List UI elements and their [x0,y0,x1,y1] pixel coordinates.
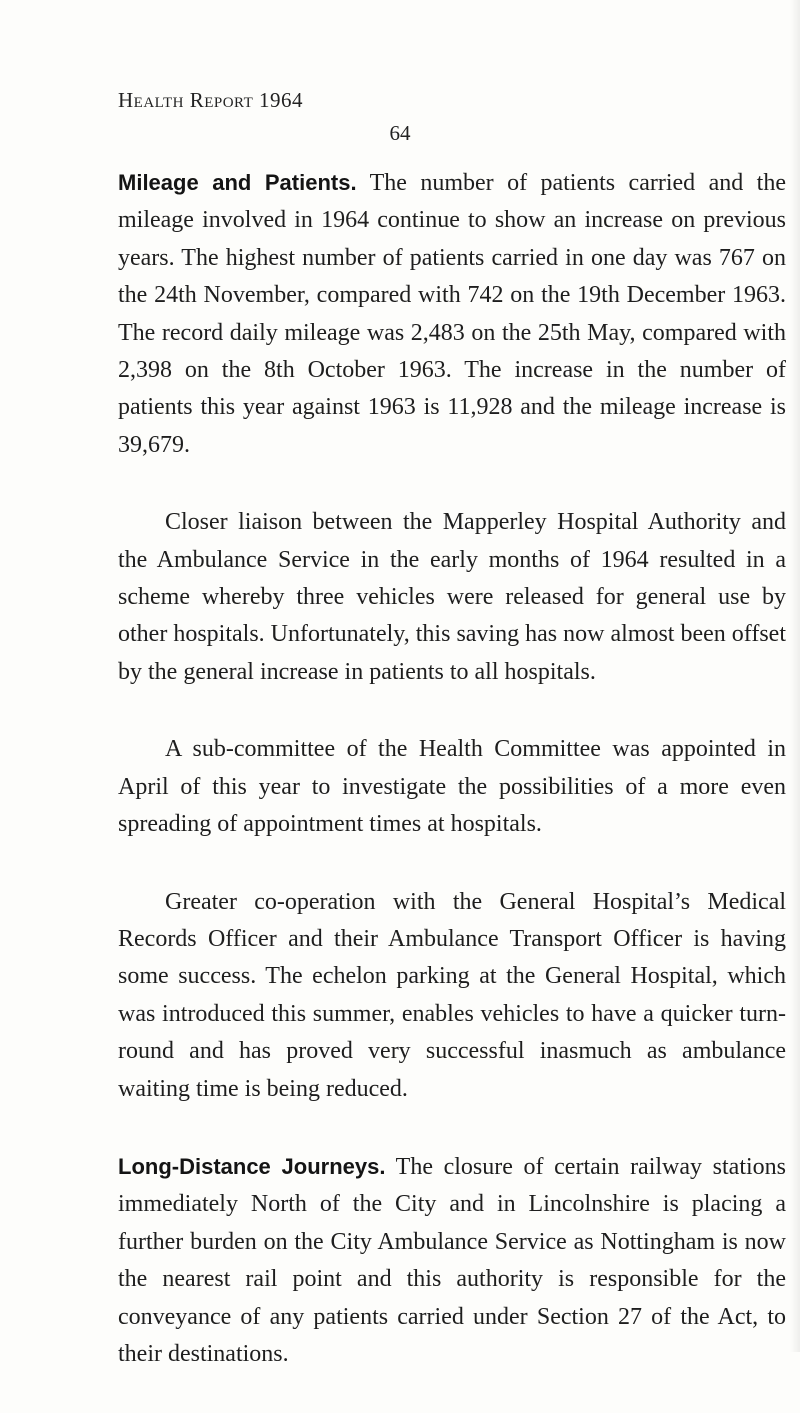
section-heading-mileage-and-patients: Mileage and Patients. [118,170,357,195]
paragraph-text: A sub-committee of the Health Committee was appointed in April of this year to investigate the possibilities of a more even spreading of appointment times at hospitals. [118,736,786,838]
paragraph-long-distance-journeys [118,1148,786,1373]
paragraph-general-hospital [118,884,786,1108]
paragraph-text: Greater co-operation with the General Hospital’s Medical Records Officer and their Ambulance Transport Officer is having some success. The echelon parking at the General Hospital, which was introduced this summer, enables vehicles to have a quicker turn-round and has proved very successful inasmuch as ambulance waiting time is being reduced. [118,888,786,1102]
paragraph-text: The number of patients carried and the mileage involved in 1964 continue to show an increase on previous years. The highest number of patients carried in one day was 767 on the 24th November, compared with 742 on the 19th December 1963. The record daily mileage was 2,483 on the 25th May, compared with 2,398 on the 8th October 1963. The increase in the number of patients this year against 1963 is 11,928 and the mileage increase is 39,679. [118,170,786,458]
paragraph-sub-committee [118,731,786,843]
page-number: 64 [389,121,411,145]
paragraph-text: Closer liaison between the Mapperley Hospital Authority and the Ambulance Service in the early months of 1964 resulted in a scheme whereby three vehicles were released for general use by other hospitals. Unfortunately, this saving has now almost been offset by the general increase in patients to all hospitals. [118,509,786,685]
page-edge-shadow [790,0,800,1352]
section-heading-long-distance-journeys: Long-Distance Journeys. [118,1153,386,1179]
running-head: Health Report 1964 [118,88,304,112]
paragraph-mileage-and-patients [118,164,786,464]
paragraph-mapperley-liaison [118,504,786,691]
paragraph-text: The closure of certain railway stations immediately North of the City and in Lincolnshire is placing a further burden on the City Ambulance Service as Nottingham is now the nearest rail point and this authority is responsible for the conveyance of any patients carried under Section 27 of the Act, to their destinations. [118,1153,786,1367]
body-text [118,164,786,1413]
